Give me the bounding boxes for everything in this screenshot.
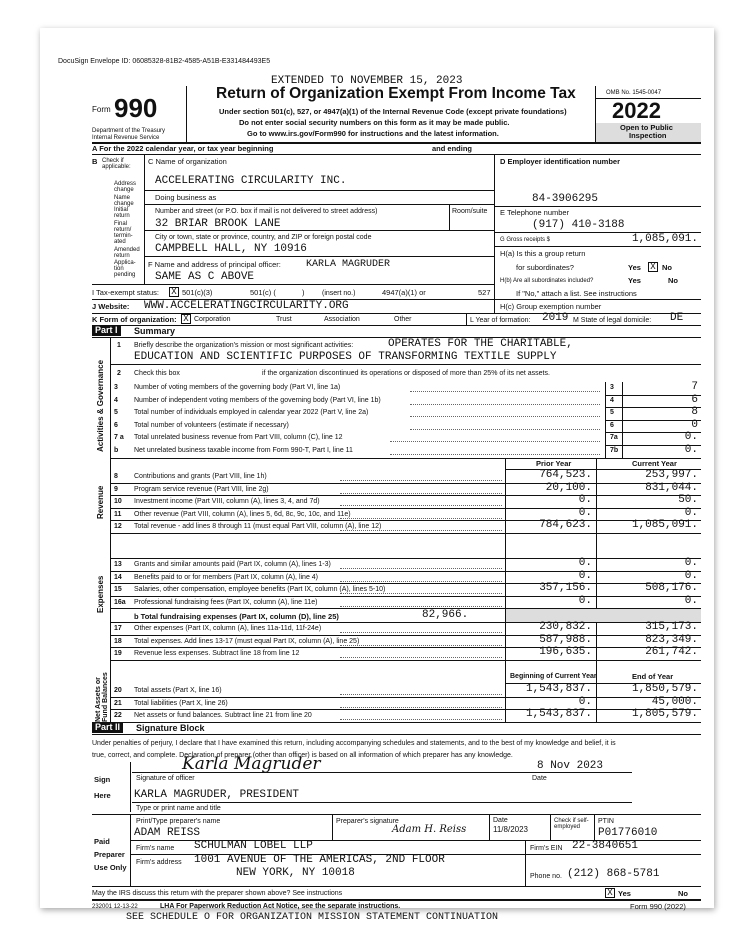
form-number: 990 (114, 93, 158, 123)
gov-line-num: 6 (114, 421, 118, 429)
form-990-page: DocuSign Envelope ID: 06085328-81B2-4585-A51B-E331484493E5 EXTENDED TO NOVEMBER 15, 2023 Form 990 Department of the Treasury Internal Revenue Service Return of Organization Exempt From Income Tax Under section 501(c), 527, or 4947(a)(1) of the Internal Revenue Code (except private foundations) Do not enter social security numbers on this form as it may be made public. Go to www.irs.gov/Form990 for instructions and the latest information. OMB No. 1545-0047 2022 Open to Public Inspection A For the 2022 calendar year, or tax year beginning and ending B Check if applicable: Address change Name change Initial return Final return/ termin- ated Amended return Applica- tion pending C Name of organization ACCELERATING CIRCULARITY INC. Doing business as Number and street (or P.O. box if mail is not delivered to street address) Room/suite 32 BRIAR BROOK LANE City or town, state or province, country, and ZIP or foreign postal code CAMPBELL HALL, NY 10916 F Name and address of principal officer: KARLA MAGRUDER SAME AS C ABOVE D Employer identification number 84-3906295 E Telephone number (917) 410-3188 G Gross receipts $ 1,085,091. H(a) Is this a group return for subordinates? Yes X No H(b) Are all subordinates included? Yes No If "No," attach a list. See instructions I Tax-exempt status: X 501(c)(3) 501(c) ( ) (insert no.) 4947(a)(1) or 527 J Website: WWW.ACCELERATINGCIRCULARITY.ORG H(c) Group exemption number K Form of organization: X Corporation Trust Association Other L Year of formation: 2019 M State of legal domicile: DE Part I Summary Activities & Governance Revenue Expenses Net Assets or Fund Balances 1 Briefly describe the organization's mission or most significant activities: OPERATES FOR THE CHARITABLE, EDUCATION AND SCIENTIFIC PURPOSES OF TRANSFORMING TEXTILE SUPPLY 2 Check this box if the organization discontinued its operations or disposed of more than 25% of its net assets. Prior Year Current Year b Total fundraising expenses (Part IX, column (D), line 25) 82,966. Beginning of Current Year End of Year Part II Signature Block Under penalties of perjury, I declare that I have examined this return, including accompanying schedules and statements, and to the best of my knowledge and belief, it is true, correct, and complete. Declaration of preparer (other than officer) is based on all information of which preparer has any knowledge. Sign Here Karla Magruder 8 Nov 2023 Signature of officer Date KARLA MAGRUDER, PRESIDENT Type or print name and title Paid Preparer Use Only Print/Type preparer's name ADAM REISS Preparer's signature Adam H. Reiss Date 11/8/2023 Check if self-employed PTIN P01776010 Firm's name SCHULMAN LOBEL LLP Firm's EIN 22-3840651 Firm's address 1001 AVENUE OF THE AMERICAS, 2ND FLOOR NEW YORK, NY 10018 Phone no. (212) 868-5781 May the IRS discuss this return with the preparer shown above? See instructions X Yes No 232001 12-13-22 LHA For Paperwork Reduction Act Notice, see the separate instructions. Form 990 (2022) SEE SCHEDULE O FOR ORGANIZATION MISSION STATEMENT CONTINUATION 3 Number of voting members of the governing body (Part VI, line 1a) 3 7 4 Number of independent voting members of the governing body (Part VI, line 1b) 4 6 5 Total number of individuals employed in calendar year 2022 (Part V, line 2a) 5 8 6 Total number of volunteers (estimate if necessary) 6 0 7 a Total unrelated business revenue from Part VIII, column (C), line 12 7a 0. b Net unrelated business taxable income from Form 990-T, Part I, line 11 7b 0. 8 Contributions and grants (Part VIII, line 1h) 764,523. 253,997. 9 Program service revenue (Part VIII, line 2g) 20,100. 831,044. 10 Investment income (Part VIII, column (A), lines 3, 4, and 7d) 0. 50. 11 Other revenue (Part VIII, column (A), lines 5, 6d, 8c, 9c, 10c, and 11e) 0. 0. 12 Total revenue - add lines 8 through 11 (must equal Part VIII, column (A), line 12) 784,623. 1,085,091. 13 Grants and similar amounts paid (Part IX, column (A), lines 1-3) 0. 0. 14 Benefits paid to or for members (Part IX, column (A), line 4) 0. 0. 15 Salaries, other compensation, employee benefits (Part IX, column (A), lines 5-10) 357,156. 508,176. 16a Professional fundraising fees (Part IX, column (A), line 11e) 0. 0. 17 Other expenses (Part IX, column (A), lines 11a-11d, 11f-24e) 230,832. 315,173. 18 Total expenses. Add lines 13-17 (must equal Part IX, column (A), line 25) 587,988. 823,349. 19 Revenue less expenses. Subtract line 18 from line 12 196,635. 261,742. 20 Total assets (Part X, line 16) 1,543,837. 1,850,579. 21 Total liabilities (Part X, line 26) 0. 45,000. 22 Net assets or fund balances. Subtract line 21 from line 20 1,543,837. 1,805,579. (40, 28, 714, 908)
fin-line-label: Benefits paid to or for members (Part IX, column (A), line 4) (134, 573, 319, 581)
fin-line-label: Other revenue (Part VIII, column (A), lines 5, 6d, 8c, 9c, 10c, and 11e) (134, 510, 351, 518)
docusign-envelope-id: DocuSign Envelope ID: 06085328-81B2-4585-A51B-E331484493E5 (58, 58, 271, 65)
form-subtitle-1: Under section 501(c), 527, or 4947(a)(1) of the Internal Revenue Code (except private foundations) (219, 107, 567, 116)
gov-line-num: 4 (114, 396, 118, 404)
gov-line-num: 7 a (114, 434, 124, 442)
hc-label: H(c) Group exemption number (500, 302, 602, 311)
gov-box-num: 5 (610, 409, 614, 417)
fin-prior-value: 0. (578, 506, 592, 519)
org-type-association: Association (324, 316, 360, 323)
sign-label: Sign (94, 775, 111, 784)
signature-date: 8 Nov 2023 (537, 760, 604, 772)
part-1-tag: Part I (92, 325, 121, 336)
date-label: Date (532, 775, 547, 782)
status-insert-no: (insert no.) (322, 290, 356, 297)
box-b-item-final: Final return/ termin- ated (114, 221, 133, 245)
firm-address-2: NEW YORK, NY 10018 (236, 867, 355, 879)
form-subtitle-3: Go to www.irs.gov/Form990 for instructions and the latest information. (247, 129, 499, 138)
irs-discuss-question: May the IRS discuss this return with the preparer shown above? See instructions (92, 890, 343, 897)
fin-line-num: 12 (114, 523, 122, 530)
fin-line-num: 16a (114, 598, 126, 606)
mission-line-b: EDUCATION AND SCIENTIFIC PURPOSES OF TRANSFORMING TEXTILE SUPPLY (134, 351, 557, 363)
ha-label: H(a) Is this a group return (500, 249, 586, 258)
state-domicile-value: DE (670, 312, 684, 324)
line-2-label: Check this box (134, 370, 180, 377)
gov-line-num: 3 (114, 384, 118, 391)
fin-prior-value: 0. (578, 594, 592, 607)
firm-ein-label: Firm's EIN (530, 845, 563, 852)
preparer-name: ADAM REISS (134, 827, 201, 839)
gov-line-value: 6 (691, 393, 698, 406)
gov-line-value: 8 (691, 406, 698, 419)
status-501c3-checkbox[interactable]: X (169, 287, 179, 297)
preparer-sig-label: Preparer's signature (336, 818, 399, 825)
org-city: CAMPBELL HALL, NY 10916 (155, 243, 307, 255)
org-type-other: Other (394, 316, 412, 323)
preparer-date-label: Date (493, 817, 508, 824)
fin-current-value: 1,805,579. (631, 708, 698, 720)
form-of-org-label: K Form of organization: (92, 315, 177, 324)
part-1-title: Summary (134, 326, 176, 336)
fin-line-num: 17 (114, 625, 122, 632)
preparer-label: Preparer (94, 850, 125, 859)
fin-current-value: 0. (684, 594, 698, 607)
firm-ein: 22-3840651 (572, 840, 639, 852)
street-label: Number and street (or P.O. box if mail is not delivered to street address) (155, 208, 378, 215)
self-employed-label: Check if self-employed (554, 818, 589, 830)
fin-prior-value: 1,543,837. (525, 683, 592, 695)
side-expenses: Expenses (96, 575, 105, 613)
line-2-text: if the organization discontinued its operations or disposed of more than 25% of its net assets. (262, 370, 550, 377)
preparer-signature: Adam H. Reiss (392, 824, 467, 835)
fin-current-value: 0. (684, 557, 698, 569)
fin-line-label: Total revenue - add lines 8 through 11 (must equal Part VIII, column (A), line 12) (134, 523, 382, 530)
phone-label: E Telephone number (500, 208, 570, 217)
org-type-corporation: Corporation (194, 316, 231, 323)
fin-line-num: 20 (114, 687, 122, 694)
gov-box-num: 3 (610, 384, 614, 391)
fin-prior-value: 0. (578, 569, 592, 582)
fin-line-num: 9 (114, 485, 118, 493)
org-type-trust: Trust (276, 316, 292, 323)
line-a-ending: and ending (432, 144, 472, 153)
status-501c-close: ) (302, 288, 305, 297)
fin-current-value: 823,349. (645, 633, 698, 646)
fin-current-value: 253,997. (645, 469, 698, 481)
gov-box-num: 7a (610, 434, 618, 442)
fin-line-num: 11 (114, 510, 122, 518)
perjury-decl-1: Under penalties of perjury, I declare that I have examined this return, including accompanying schedules and statements, and to the best of my knowledge and belief, it is (92, 740, 616, 747)
form-code: 232001 12-13-22 (92, 904, 138, 910)
paid-label: Paid (94, 837, 110, 846)
side-net-assets: Net Assets or Fund Balances (95, 672, 109, 722)
gov-line-label: Number of independent voting members of the governing body (Part VI, line 1b) (134, 396, 381, 404)
fin-current-value: 0. (684, 506, 698, 519)
fin-line-num: 10 (114, 498, 122, 505)
gov-line-value: 0. (684, 444, 698, 456)
fin-prior-value: 230,832. (539, 621, 592, 633)
here-label: Here (94, 791, 111, 800)
ein-value: 84-3906295 (532, 193, 599, 205)
part-2-title: Signature Block (136, 723, 205, 733)
fin-line-label: Revenue less expenses. Subtract line 18 from line 12 (134, 650, 300, 657)
hb-no: No (668, 276, 678, 285)
col-beginning-year: Beginning of Current Year (510, 673, 597, 680)
box-b-item-initial: Initial return (114, 207, 130, 219)
type-name-label: Type or print name and title (136, 805, 221, 812)
gov-line-label: Net unrelated business taxable income from Form 990-T, Part I, line 11 (134, 447, 353, 454)
ptin-label: PTIN (598, 818, 614, 825)
firm-name-label: Firm's name (136, 845, 175, 852)
gov-line-label: Number of voting members of the governing body (Part VI, line 1a) (134, 384, 341, 391)
fin-prior-value: 764,523. (539, 469, 592, 481)
col-current-year: Current Year (632, 459, 677, 468)
line-a-label: A For the 2022 calendar year, or tax year beginning (92, 144, 274, 153)
fin-prior-value: 20,100. (545, 481, 592, 494)
gross-receipts-label: G Gross receipts $ (500, 237, 551, 243)
firm-address-label: Firm's address (136, 859, 182, 866)
lha-notice: LHA For Paperwork Reduction Act Notice, see the separate instructions. (160, 903, 401, 910)
gov-line-value: 0 (691, 418, 698, 431)
discuss-yes: Yes (618, 889, 631, 898)
fin-line-label: Net assets or fund balances. Subtract line 21 from line 20 (134, 712, 312, 719)
gov-line-value: 0. (684, 431, 698, 444)
fin-prior-value: 0. (578, 494, 592, 506)
discuss-no: No (678, 889, 688, 898)
fin-line-num: 19 (114, 650, 122, 657)
officer-signature: Karla Magruder (182, 754, 321, 774)
fin-line-num: 22 (114, 712, 122, 719)
fin-prior-value: 0. (578, 695, 592, 708)
org-name-label: C Name of organization (148, 157, 227, 166)
omb-number: OMB No. 1545-0047 (606, 90, 662, 96)
fin-line-label: Total liabilities (Part X, line 26) (134, 699, 228, 707)
extension-notice: EXTENDED TO NOVEMBER 15, 2023 (271, 75, 463, 87)
gov-line-label: Total unrelated business revenue from Part VIII, column (C), line 12 (134, 434, 343, 442)
officer-name-title: KARLA MAGRUDER, PRESIDENT (134, 789, 300, 801)
line-16b-value: 82,966. (422, 609, 469, 621)
col-end-year: End of Year (632, 672, 674, 681)
irs-label: Internal Revenue Service (92, 135, 160, 141)
fin-current-value: 508,176. (645, 582, 698, 594)
dba-label: Doing business as (155, 193, 217, 202)
fin-line-num: 14 (114, 573, 122, 581)
org-name: ACCELERATING CIRCULARITY INC. (155, 175, 347, 187)
side-revenue: Revenue (96, 485, 105, 519)
hb-label: H(b) Are all subordinates included? (500, 278, 594, 284)
officer-address: SAME AS C ABOVE (155, 271, 255, 283)
fin-line-label: Investment income (Part VIII, column (A), lines 3, 4, and 7d) (134, 498, 320, 505)
form-title: Return of Organization Exempt From Income Tax (216, 85, 576, 102)
status-501c: 501(c) ( (250, 288, 276, 297)
org-street: 32 BRIAR BROOK LANE (155, 218, 281, 230)
preparer-name-label: Print/Type preparer's name (136, 818, 221, 825)
side-activities-governance: Activities & Governance (96, 359, 105, 452)
discuss-yes-checkbox[interactable]: X (605, 888, 615, 898)
fin-line-label: Program service revenue (Part VIII, line 2g) (134, 485, 269, 493)
form-footer-label: Form 990 (2022) (630, 902, 686, 911)
fin-current-value: 50. (678, 494, 698, 506)
fin-prior-value: 784,623. (539, 519, 592, 531)
gov-box-num: 7b (610, 447, 619, 454)
gov-line-num: b (114, 447, 119, 454)
gov-line-label: Total number of volunteers (estimate if necessary) (134, 421, 289, 429)
fin-prior-value: 196,635. (539, 646, 592, 658)
hb-note: If "No," attach a list. See instructions (516, 289, 637, 298)
fin-current-value: 1,850,579. (631, 683, 698, 695)
box-b-item-pending: Applica- tion pending (114, 260, 136, 278)
fin-line-num: 15 (114, 586, 122, 593)
phone-value: (917) 410-3188 (532, 219, 625, 231)
fin-line-label: Total expenses. Add lines 13-17 (must equal Part IX, column (A), line 25) (134, 637, 360, 645)
tax-exempt-label: I Tax-exempt status: (92, 288, 159, 297)
fin-line-num: 8 (114, 473, 118, 480)
officer-label: F Name and address of principal officer: (148, 260, 281, 269)
status-501c3: 501(c)(3) (182, 288, 213, 297)
ptin-value: P01776010 (598, 827, 658, 839)
fin-line-num: 21 (114, 699, 122, 707)
ha-no-checkbox[interactable]: X (648, 262, 658, 272)
mission-line-a: OPERATES FOR THE CHARITABLE, (388, 338, 573, 350)
firm-phone-label: Phone no. (530, 873, 562, 880)
website-value: WWW.ACCELERATINGCIRCULARITY.ORG (144, 300, 349, 312)
open-public-1: Open to Public (620, 123, 673, 132)
year-formation-value: 2019 (542, 312, 569, 324)
fin-line-num: 18 (114, 637, 122, 645)
fin-line-label: Grants and similar amounts paid (Part IX, column (A), lines 1-3) (134, 561, 331, 568)
open-public-2: Inspection (629, 131, 667, 140)
room-label: Room/suite (452, 208, 488, 215)
year-formation-label: L Year of formation: (470, 317, 531, 324)
gov-line-value: 7 (691, 381, 698, 393)
fin-current-value: 315,173. (645, 621, 698, 633)
gov-line-label: Total number of individuals employed in calendar year 2022 (Part V, line 2a) (134, 409, 369, 417)
gov-line-num: 5 (114, 409, 118, 417)
use-only-label: Use Only (94, 863, 127, 872)
fin-current-value: 0. (684, 569, 698, 582)
signature-label: Signature of officer (136, 775, 195, 782)
state-domicile-label: M State of legal domicile: (573, 317, 652, 324)
form-subtitle-2: Do not enter social security numbers on this form as it may be made public. (239, 118, 510, 127)
status-527: 527 (478, 288, 491, 297)
fin-line-label: Professional fundraising fees (Part IX, column (A), line 11e) (134, 598, 318, 606)
fin-prior-value: 357,156. (539, 582, 592, 594)
website-label: J Website: (92, 302, 130, 311)
fin-prior-value: 587,988. (539, 633, 592, 646)
form-word: Form (92, 105, 111, 114)
fin-prior-value: 0. (578, 557, 592, 569)
box-b-item-name: Name change (114, 195, 134, 207)
fin-line-label: Contributions and grants (Part VIII, line 1h) (134, 473, 267, 480)
box-b-item-amended: Amended return (114, 247, 140, 259)
fin-current-value: 1,085,091. (631, 519, 698, 531)
ha-sub: for subordinates? (516, 263, 574, 272)
city-label: City or town, state or province, country, and ZIP or foreign postal code (155, 234, 372, 241)
firm-address-1: 1001 AVENUE OF THE AMERICAS, 2ND FLOOR (194, 854, 445, 866)
ha-yes: Yes (628, 263, 641, 272)
ha-no: No (662, 263, 672, 272)
preparer-date: 11/8/2023 (493, 825, 528, 834)
gross-receipts-value: 1,085,091. (631, 233, 698, 245)
fin-line-label: Other expenses (Part IX, column (A), lines 11a-11d, 11f-24e) (134, 625, 322, 632)
fin-line-num: 13 (114, 561, 122, 568)
box-b-label: B (92, 157, 98, 166)
box-b-check-if: Check if applicable: (102, 158, 131, 170)
box-b-item-address: Address change (114, 181, 137, 193)
dept-treasury: Department of the Treasury (92, 128, 166, 134)
fin-line-label: Salaries, other compensation, employee benefits (Part IX, column (A), lines 5-10) (134, 586, 386, 593)
gov-box-num: 6 (610, 421, 614, 429)
col-prior-year: Prior Year (536, 459, 572, 468)
fin-line-label: Total assets (Part X, line 16) (134, 687, 222, 694)
status-4947: 4947(a)(1) or (382, 288, 426, 297)
tax-year: 2022 (612, 98, 661, 123)
gov-box-num: 4 (610, 396, 614, 404)
fin-current-value: 45,000. (651, 695, 698, 708)
officer-name: KARLA MAGRUDER (306, 259, 391, 270)
fin-current-value: 831,044. (645, 481, 698, 494)
line-16b-label: b Total fundraising expenses (Part IX, column (D), line 25) (134, 612, 339, 621)
fin-prior-value: 1,543,837. (525, 708, 592, 720)
firm-phone: (212) 868-5781 (567, 868, 660, 880)
hb-yes: Yes (628, 276, 641, 285)
part-2-tag: Part II (92, 722, 123, 733)
perjury-decl-2: true, correct, and complete. Declaration of preparer (other than officer) is based on all information of which preparer has any knowledge. (92, 752, 513, 759)
ein-label: D Employer identification number (500, 157, 621, 166)
fin-current-value: 261,742. (645, 646, 698, 658)
firm-name: SCHULMAN LOBEL LLP (194, 840, 313, 852)
line-1-label: Briefly describe the organization's mission or most significant activities: (134, 342, 354, 349)
schedule-o-note: SEE SCHEDULE O FOR ORGANIZATION MISSION STATEMENT CONTINUATION (126, 912, 499, 923)
corporation-checkbox[interactable]: X (181, 314, 191, 324)
